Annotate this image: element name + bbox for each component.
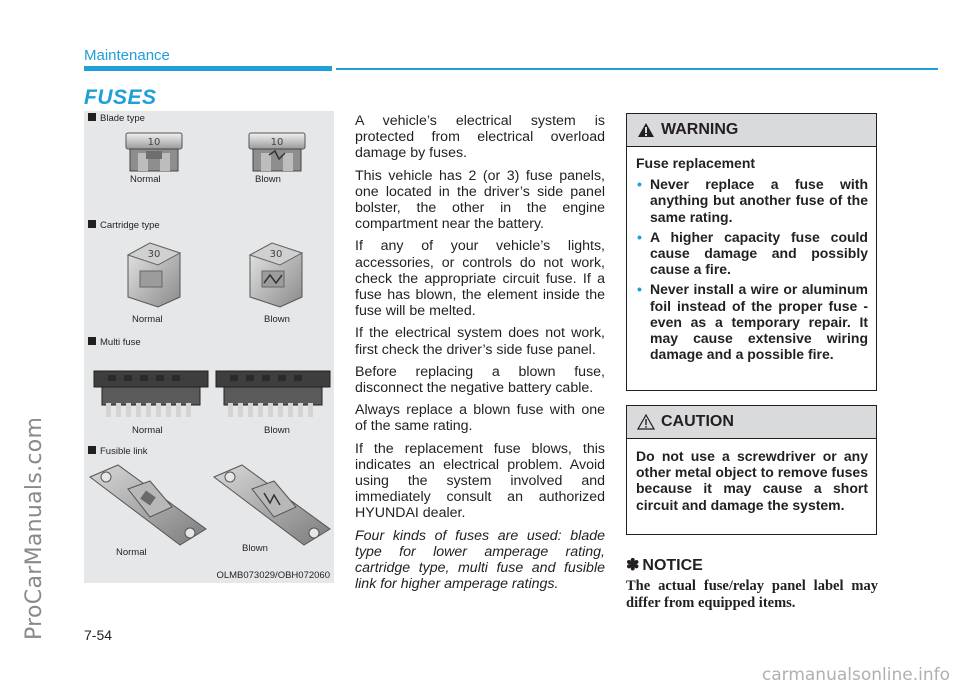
blade-rating-label: 10 (147, 137, 161, 148)
warning-header (627, 114, 876, 147)
header-rule-thin (336, 68, 938, 70)
body-paragraph: If any of your vehicle’s lights, accessories, or controls do not work, check the appropriate circuit fuse. If a fuse has blown, the element inside the fuse will be melted. (355, 238, 605, 320)
body-paragraph: Before replacing a blown fuse, disconnect the negative battery cable. (355, 363, 605, 397)
body-paragraph: If the electrical system does not work, first check the driver’s side fuse panel. (355, 325, 605, 358)
multi-fuse-heading: Multi fuse (88, 337, 141, 348)
body-paragraph: A vehicle’s electrical system is protected from electrical overload damage by fuses. (355, 113, 605, 162)
warning-subtitle: Fuse replacement (636, 155, 756, 171)
header-rule-thick (84, 66, 332, 71)
warning-item: • A higher capacity fuse could cause damage and possibly cause a fire. (637, 228, 868, 278)
cartridge-rating-label: 30 (269, 249, 283, 260)
body-paragraph: Always replace a blown fuse with one of the same rating. (355, 402, 605, 435)
page-number: 7-54 (84, 627, 113, 643)
cartridge-type-heading: Cartridge type (88, 220, 160, 231)
fuse-types-figure (84, 111, 334, 583)
fusible-blown-caption: Blown (242, 543, 268, 554)
warning-item: • Never install a wire or aluminum foil instead of the proper fuse - even as a temporary repair. It may cause extensive wiring damage and a possible fire. (637, 281, 868, 363)
fusible-link-blown-image (212, 463, 332, 549)
cartridge-blown-caption: Blown (264, 314, 290, 325)
multi-fuse-blown-image (214, 365, 332, 421)
cartridge-rating-label: 30 (147, 249, 161, 260)
cartridge-normal-caption: Normal (132, 314, 163, 325)
fusible-link-heading: Fusible link (88, 446, 148, 457)
warning-box (626, 113, 877, 391)
caution-header (627, 406, 876, 439)
cartridge-fuse-normal-image (120, 239, 186, 309)
caution-triangle-icon (637, 414, 655, 430)
multi-blown-caption: Blown (264, 425, 290, 436)
body-paragraph: This vehicle has 2 (or 3) fuse panels, one located in the driver’s side panel bolster, the other in the engine compartment near the battery. (355, 167, 605, 233)
body-paragraph: If the replacement fuse blows, this indicates an electrical problem. Avoid using the system involved and immediately consult an authorized HYUNDAI dealer. (355, 440, 605, 522)
blade-blown-caption: Blown (255, 174, 281, 185)
notice-text: The actual fuse/relay panel label may differ from equipped items. (626, 578, 878, 611)
warning-triangle-icon (637, 122, 655, 138)
fusible-link-normal-image (88, 463, 208, 549)
page-title: FUSES (84, 86, 157, 109)
warning-label: WARNING (661, 121, 739, 138)
cartridge-fuse-blown-image (242, 239, 308, 309)
body-text-column (355, 113, 605, 598)
notice-mark-icon: ✽ (626, 557, 640, 574)
blade-fuse-blown-image (247, 129, 307, 173)
blade-fuse-normal-image (124, 129, 184, 173)
blade-rating-label: 10 (270, 137, 284, 148)
section-label: Maintenance (84, 47, 170, 64)
warning-item: • Never replace a fuse with anything but another fuse of the same rating. (637, 176, 868, 225)
multi-normal-caption: Normal (132, 425, 163, 436)
blade-type-heading: Blade type (88, 113, 145, 124)
caution-box (626, 405, 877, 535)
multi-fuse-normal-image (92, 365, 210, 421)
notice-title: ✽ NOTICE (626, 557, 703, 574)
bottom-watermark: carmanualsonline.info (761, 665, 950, 685)
caution-text: Do not use a screwdriver or any other metal object to remove fuses because it may cause a short circuit and damage the system. (636, 448, 868, 513)
side-watermark: ProCarManuals.com (22, 416, 47, 640)
caution-label: CAUTION (661, 413, 734, 430)
blade-normal-caption: Normal (130, 174, 161, 185)
fusible-normal-caption: Normal (116, 547, 147, 558)
warning-list (636, 176, 868, 362)
figure-code: OLMB073029/OBH072060 (216, 570, 330, 581)
fuse-kinds-paragraph: Four kinds of fuses are used: blade type for lower amperage rating, cartridge type, multi fuse and fusible link for higher amperage ratings. (355, 527, 605, 593)
